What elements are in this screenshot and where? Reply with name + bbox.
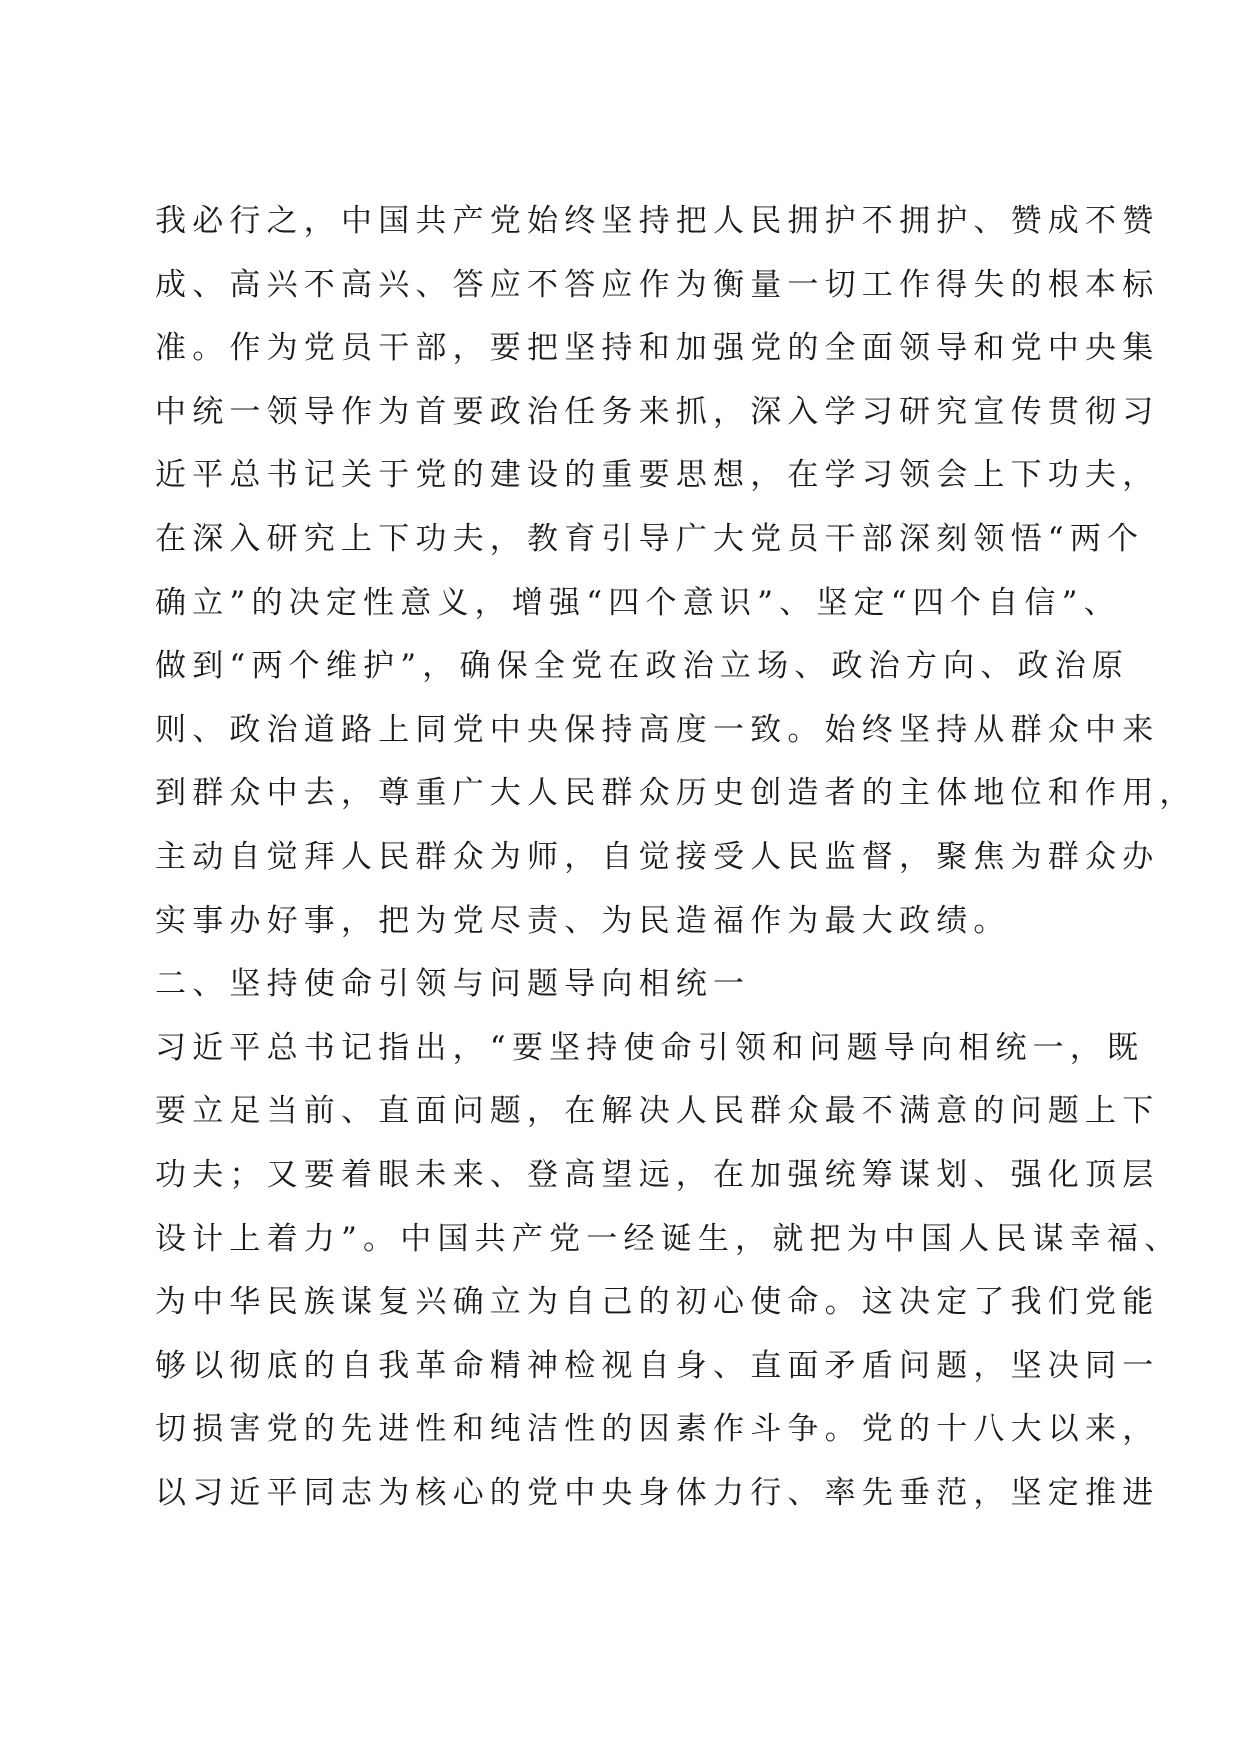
text-line: 中统一领导作为首要政治任务来抓，深入学习研究宣传贯彻习	[155, 393, 1160, 430]
text-line: 近平总书记关于党的建设的重要思想，在学习领会上下功夫，	[155, 457, 1160, 494]
text-line: 切损害党的先进性和纯洁性的因素作斗争。党的十八大以来，	[155, 1411, 1160, 1448]
text-line: 准。作为党员干部，要把坚持和加强党的全面领导和党中央集	[155, 330, 1160, 367]
text-line: 主动自觉拜人民群众为师，自觉接受人民监督，聚焦为群众办	[155, 838, 1160, 875]
text-line: 确立”的决定性意义，增强“四个意识”、坚定“四个自信”、	[155, 584, 1121, 621]
text-line: 则、政治道路上同党中央保持高度一致。始终坚持从群众中来	[155, 711, 1160, 748]
text-line: 设计上着力”。中国共产党一经诞生，就把为中国人民谋幸福、	[155, 1220, 1182, 1257]
text-line: 习近平总书记指出，“要坚持使命引领和问题导向相统一，既	[155, 1029, 1145, 1066]
text-line: 为中华民族谋复兴确立为自己的初心使命。这决定了我们党能	[155, 1284, 1160, 1321]
text-line: 功夫；又要着眼未来、登高望远，在加强统筹谋划、强化顶层	[155, 1156, 1160, 1193]
text-line: 做到“两个维护”，确保全党在政治立场、政治方向、政治原	[155, 648, 1130, 685]
text-line: 以习近平同志为核心的党中央身体力行、率先垂范，坚定推进	[155, 1474, 1160, 1511]
body-text	[155, 190, 1197, 1525]
text-line: 到群众中去，尊重广大人民群众历史创造者的主体地位和作用，	[155, 775, 1197, 812]
text-line: 成、高兴不高兴、答应不答应作为衡量一切工作得失的根本标	[155, 266, 1160, 303]
section-heading: 二、坚持使命引领与问题导向相统一	[155, 966, 751, 1003]
text-line: 我必行之，中国共产党始终坚持把人民拥护不拥护、赞成不赞	[155, 203, 1160, 239]
text-line: 要立足当前、直面问题，在解决人民群众最不满意的问题上下	[155, 1093, 1160, 1130]
text-line: 实事办好事，把为党尽责、为民造福作为最大政绩。	[155, 902, 1011, 939]
text-line: 在深入研究上下功夫，教育引导广大党员干部深刻领悟“两个	[155, 520, 1145, 557]
text-line: 够以彻底的自我革命精神检视自身、直面矛盾问题，坚决同一	[155, 1347, 1160, 1384]
